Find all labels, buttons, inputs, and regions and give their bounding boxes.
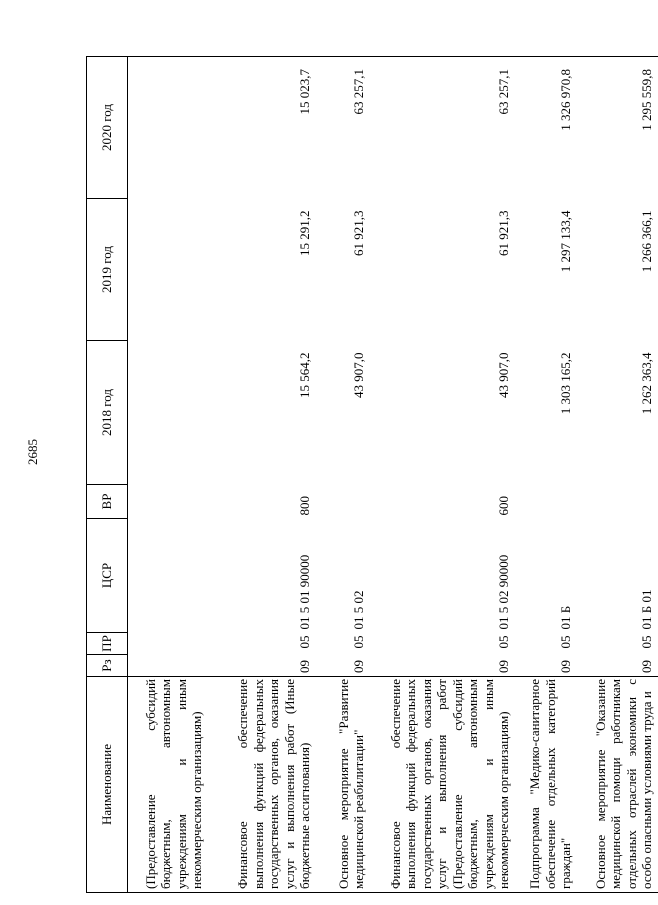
row-2020: 63 257,1 [370, 57, 515, 199]
row-name: Основное мероприятие "Оказание медицинской помощи работникам отдельных отраслей экономики с особо опасными условиями труда и [577, 677, 658, 893]
header-2020: 2020 год [87, 57, 128, 199]
row-rz: 09 [639, 660, 654, 673]
row-2019: 1 297 133,4 [558, 210, 573, 273]
row-pr: 05 [558, 635, 573, 649]
page-number [25, 439, 40, 465]
row-2020: 1 295 559,8 [577, 57, 658, 199]
row-vr [577, 485, 658, 519]
header-pr: ПР [87, 633, 128, 655]
row-pr: 05 [297, 635, 312, 649]
row-rz: 09 [297, 660, 312, 673]
row-2019: 15 291,2 [297, 210, 312, 256]
header-vr: ВР [87, 485, 128, 519]
row-csr: 01 5 01 90000 [297, 554, 312, 630]
row-name: Финансовое обеспечение выполнения функций федеральных государственных органов, оказания услуг и выполнения работ (Предоставление субсидий бюджетным, автономным учреждениям и иным некоммерческим организациям) [370, 677, 515, 893]
table-row [515, 57, 577, 893]
row-2018: 43 907,0 [496, 352, 511, 398]
header-row [87, 57, 128, 893]
row-2020: 15 023,7 [208, 57, 316, 199]
row-vr [128, 485, 208, 519]
row-2018: 1 303 165,2 [558, 352, 573, 415]
row-rz: 09 [351, 660, 366, 673]
table-row [128, 57, 208, 893]
header-2018: 2018 год [87, 341, 128, 485]
row-csr: 01 5 02 90000 [496, 554, 511, 630]
table-row [208, 57, 316, 893]
row-csr: 01 Б [558, 605, 573, 630]
row-pr: 05 [639, 635, 654, 649]
header-2019: 2019 год [87, 199, 128, 341]
row-2018 [128, 341, 208, 485]
row-2019: 61 921,3 [496, 210, 511, 256]
row-2018: 15 564,2 [297, 352, 312, 398]
row-2019: 1 266 366,1 [639, 210, 654, 273]
budget-table [86, 56, 658, 893]
table-row [577, 57, 658, 893]
row-2020: 1 326 970,8 [515, 57, 577, 199]
row-name: (Предоставление субсидий бюджетным, автономным учреждениям и иным некоммерческим организациям) [128, 677, 208, 893]
row-csr: 01 5 02 [351, 590, 366, 630]
row-csr: 01 Б 01 [639, 589, 654, 630]
rotated-page [86, 57, 654, 893]
row-name: Подпрограмма "Медико-санитарное обеспечение отдельных категорий граждан" [515, 677, 577, 893]
row-name: Финансовое обеспечение выполнения функций федеральных государственных органов, оказания услуг и выполнения работ (Иные бюджетные ассигнования) [208, 677, 316, 893]
page-number-text: 2685 [25, 439, 40, 465]
row-2019: 61 921,3 [351, 210, 366, 256]
header-csr: ЦСР [87, 519, 128, 633]
row-name: Основное мероприятие "Развитие медицинской реабилитации" [316, 677, 370, 893]
row-vr [515, 485, 577, 519]
header-rz: Рз [87, 655, 128, 677]
row-vr: 600 [496, 496, 511, 516]
row-2018: 43 907,0 [351, 352, 366, 398]
row-pr: 05 [351, 635, 366, 649]
row-2018: 1 262 363,4 [639, 352, 654, 415]
row-pr: 05 [496, 635, 511, 649]
row-2020: 63 257,1 [316, 57, 370, 199]
table-row [370, 57, 515, 893]
row-csr [128, 519, 208, 633]
row-vr [316, 485, 370, 519]
row-2020 [128, 57, 208, 199]
row-pr [128, 633, 208, 655]
row-rz: 09 [558, 660, 573, 673]
row-rz: 09 [496, 660, 511, 673]
row-2019 [128, 199, 208, 341]
header-name: Наименование [87, 677, 128, 893]
table-row [316, 57, 370, 893]
row-vr: 800 [297, 496, 312, 516]
row-rz [128, 655, 208, 677]
